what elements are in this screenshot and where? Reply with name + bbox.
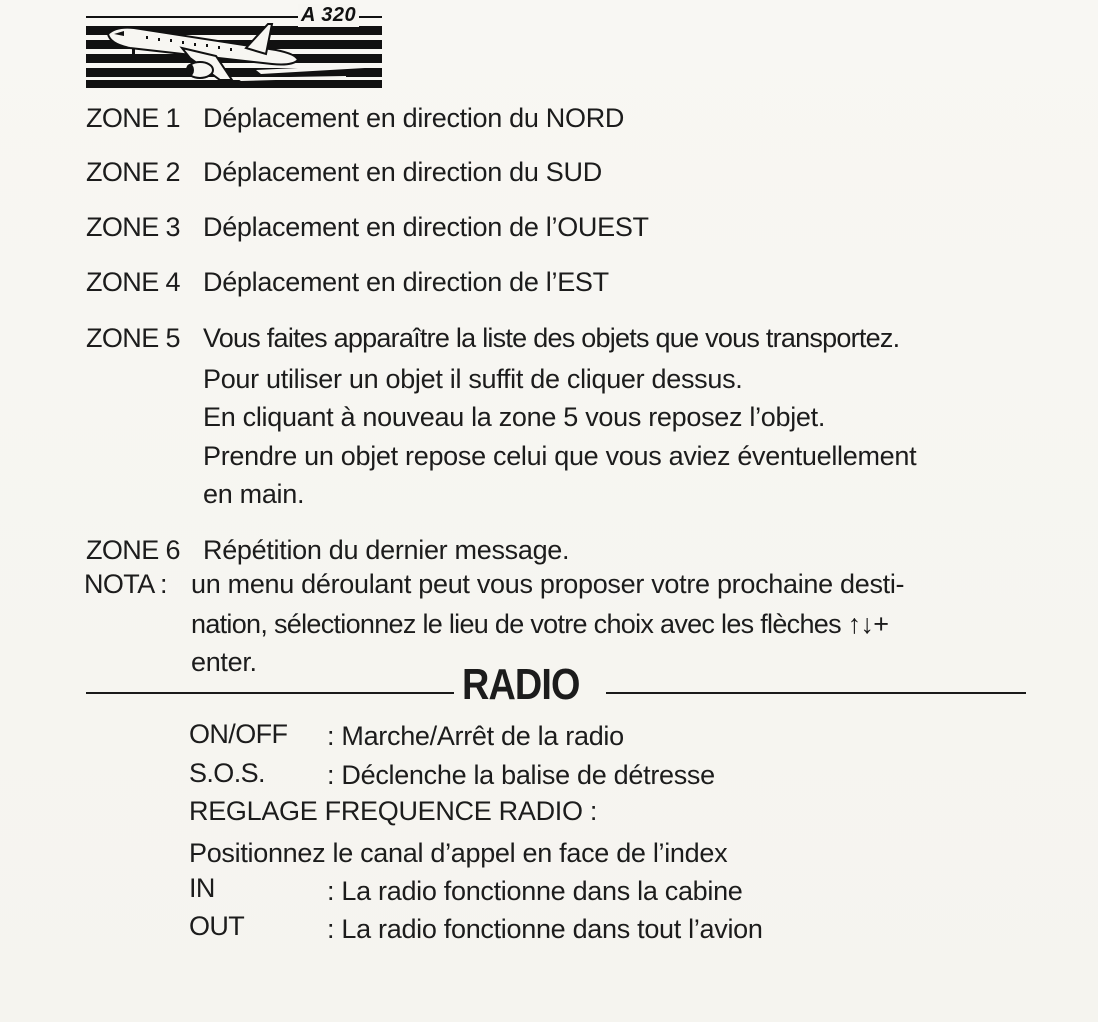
- radio-frequency-text: Positionnez le canal d’appel en face de l’index: [189, 838, 728, 868]
- zone-1-label: ZONE 1: [86, 103, 180, 133]
- zone-5-line-5: en main.: [203, 479, 305, 509]
- zone-1-text: Déplacement en direction du NORD: [203, 103, 625, 133]
- radio-in-value: : La radio fonctionne dans la cabine: [327, 876, 743, 906]
- nota-line-3: enter.: [191, 647, 257, 677]
- zone-5-text: Vous faites apparaître la liste des objets que vous transportez.: [203, 323, 900, 353]
- zone-6-label: ZONE 6: [86, 535, 180, 565]
- radio-in-key: IN: [189, 873, 215, 903]
- zone-6-text: Répétition du dernier message.: [203, 535, 570, 565]
- zone-5-label: ZONE 5: [86, 323, 180, 353]
- a320-logo: [86, 4, 382, 90]
- radio-onoff-key: ON/OFF: [189, 719, 288, 749]
- radio-onoff-value: : Marche/Arrêt de la radio: [327, 721, 624, 751]
- radio-frequency-heading: REGLAGE FREQUENCE RADIO :: [189, 796, 598, 826]
- zone-3-label: ZONE 3: [86, 212, 180, 242]
- zone-4-label: ZONE 4: [86, 267, 180, 297]
- zone-5-line-4: Prendre un objet repose celui que vous aviez éventuellement: [203, 441, 917, 471]
- zone-5-line-2: Pour utiliser un objet il suffit de cliquer dessus.: [203, 364, 743, 394]
- radio-rule-left: [86, 692, 454, 694]
- zone-5-line-3: En cliquant à nouveau la zone 5 vous reposez l’objet.: [203, 402, 826, 432]
- zone-2-label: ZONE 2: [86, 157, 180, 187]
- zone-3-text: Déplacement en direction de l’OUEST: [203, 212, 649, 242]
- nota-line-1: un menu déroulant peut vous proposer votre prochaine desti-: [191, 569, 905, 599]
- zone-2-text: Déplacement en direction du SUD: [203, 157, 602, 187]
- radio-rule-right: [606, 692, 1026, 694]
- radio-out-value: : La radio fonctionne dans tout l’avion: [327, 914, 763, 944]
- radio-sos-value: : Déclenche la balise de détresse: [327, 760, 715, 790]
- nota-label: NOTA :: [84, 569, 167, 599]
- logo-title: A 320: [298, 4, 359, 27]
- radio-out-key: OUT: [189, 911, 245, 941]
- radio-heading: RADIO: [462, 660, 580, 709]
- radio-sos-key: S.O.S.: [189, 758, 265, 788]
- zone-4-text: Déplacement en direction de l’EST: [203, 267, 609, 297]
- nota-line-2: nation, sélectionnez le lieu de votre choix avec les flèches ↑↓+: [191, 609, 889, 639]
